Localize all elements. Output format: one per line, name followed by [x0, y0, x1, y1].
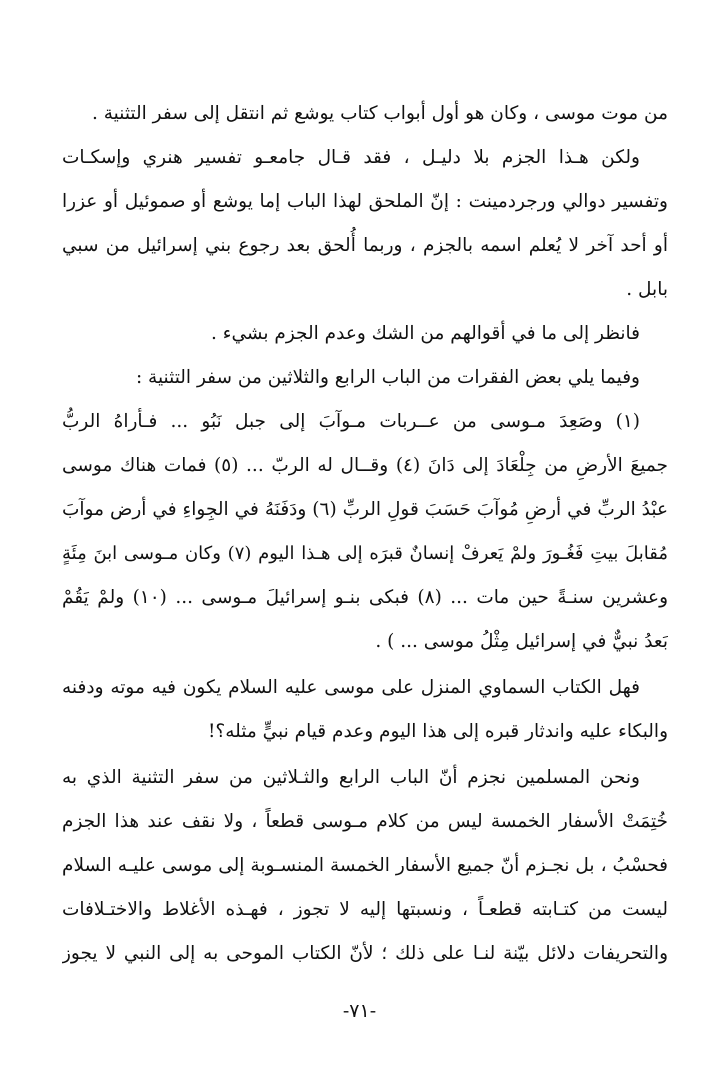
text-line-9: جميعَ الأرضِ من جِلْعَادَ إلى دَانَ (٤) وقــال له الربّ ... (٥) فمات هناك موسى	[62, 455, 668, 476]
text-line-13: بَعدُ نبيٌّ في إسرائيل مِثْلُ موسى ... ) .	[375, 631, 668, 652]
text-line-20: والتحريفات دلائل بيّنة لنـا على ذلك ؛ لأنّ الكتاب الموحى به إلى النبي لا يجوز	[62, 943, 668, 964]
text-line-11: مُقابلَ بيتِ فَغُـورَ ولمْ يَعرفْ إنسانٌ قبرَه إلى هـذا اليوم (٧) وكان مـوسى ابنَ مِئَةٍ	[62, 543, 668, 564]
text-line-14: فهل الكتاب السماوي المنزل على موسى عليه السلام يكون فيه موته ودفنه	[62, 677, 640, 698]
text-line-7: وفيما يلي بعض الفقرات من الباب الرابع والثلاثين من سفر التثنية :	[135, 367, 640, 388]
text-line-1: من موت موسى ، وكان هو أول أبواب كتاب يوشع ثم انتقل إلى سفر التثنية .	[91, 103, 668, 124]
text-line-17: خُتِمَتْ الأسفار الخمسة ليس من كلام مـوسى قطعاً ، ولا نقف عند هذا الجزم	[62, 811, 668, 832]
page-body	[62, 92, 668, 976]
text-line-16: ونحن المسلمين نجزم أنّ الباب الرابع والثـلاثين من سفر التثنية الذي به	[62, 767, 640, 788]
text-line-2: ولكن هـذا الجزم بلا دليـل ، فقد قـال جامعـو تفسير هنري وإسكـات	[62, 147, 640, 168]
text-line-10: عبْدُ الربِّ في أرضِ مُوآبَ حَسَبَ قولِ الربِّ (٦) ودَفَنَهُ في الجِواءِ في أرض موآبَ	[62, 499, 668, 520]
text-line-19: ليست من كتـابته قطعـاً ، ونسبتها إليه لا تجوز ، فهـذه الأغلاط والاختـلافات	[62, 899, 668, 920]
text-line-6: فانظر إلى ما في أقوالهم من الشك وعدم الجزم بشيء .	[210, 323, 640, 344]
text-line-18: فحسْبُ ، بل نجـزم أنّ جميع الأسفار الخمسة المنسـوبة إلى موسى عليـه السلام	[62, 855, 668, 876]
text-line-3: وتفسير دوالي ورجردمينت : إنّ الملحق لهذا الباب إما يوشع أو صموئيل أو عزرا	[62, 191, 668, 212]
text-line-15: والبكاء عليه واندثار قبره إلى هذا اليوم وعدم قيام نبيٍّ مثله؟!	[207, 721, 668, 742]
text-line-5: بابل .	[626, 279, 668, 300]
text-line-8: (١) وصَعِدَ مـوسى من عــربات مـوآبَ إلى جبل نَبُو ... فـأراهُ الربُّ	[62, 411, 640, 432]
text-line-12: وعشرين سنـةً حين مات ... (٨) فبكى بنـو إسرائيلَ مـوسى ... (١٠) ولمْ يَقُمْ	[62, 587, 668, 608]
text-line-4: أو أحد آخر لا يُعلم اسمه بالجزم ، وربما أُلحق بعد رجوع بني إسرائيل من سبي	[62, 235, 668, 256]
page-number: -٧١-	[342, 1000, 377, 1022]
